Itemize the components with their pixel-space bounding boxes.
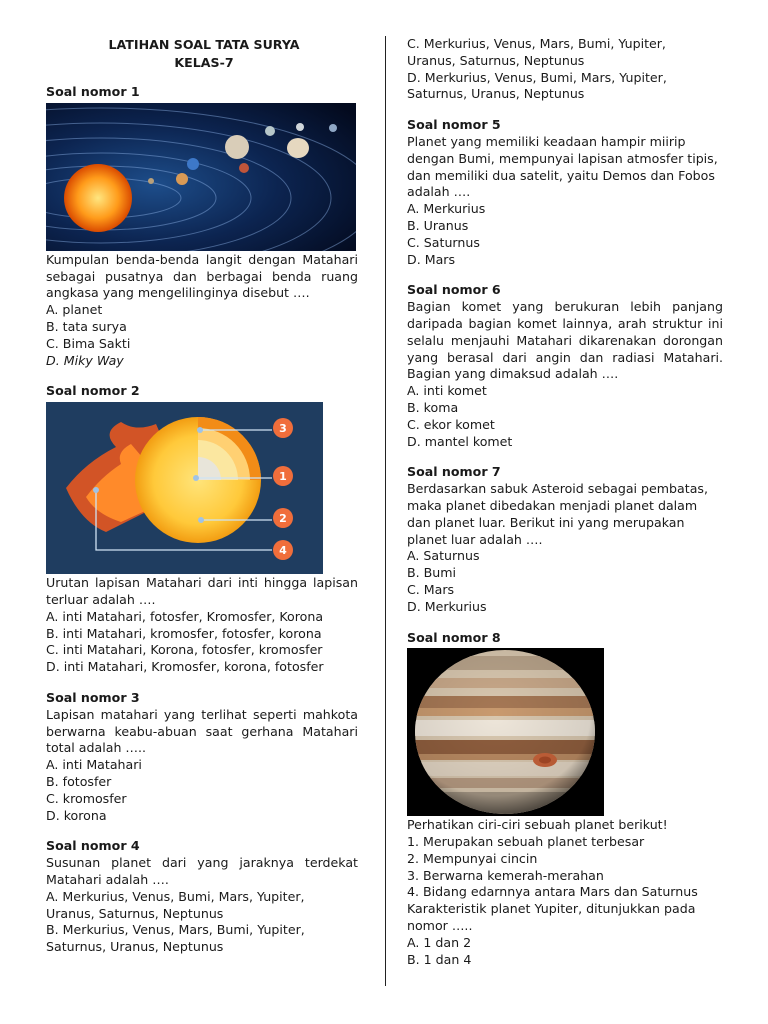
q6-option-b: B. koma [407,399,459,415]
q4-option-b-line2: Saturnus, Uranus, Neptunus [46,939,224,955]
jupiter-image [407,648,604,816]
q5-text: Planet yang memiliki keadaan hampir miirip dengan Bumi, mempunyai lapisan atmosfer tipis, dan memiliki dua satelit, yaitu Demos dan Fobos adalah …. [407,133,718,200]
q4-option-c-line2: Uranus, Saturnus, Neptunus [407,52,585,68]
q1-text: Kumpulan benda-benda langit dengan Matahari sebagai pusatnya dan berbagai benda ruang angkasa yang mengelilinginya disebut …. [46,251,358,301]
q4-option-a-line2: Uranus, Saturnus, Neptunus [46,905,224,921]
layer-label-2: 2 [279,512,287,526]
q5-label: Soal nomor 5 [407,117,501,133]
q5-option-b: B. Uranus [407,217,469,233]
q3-label: Soal nomor 3 [46,689,140,705]
q4-option-c-line1: C. Merkurius, Venus, Mars, Bumi, Yupiter, [407,36,666,51]
q8-item-2: 2. Mempunyai cincin [407,850,538,866]
q1-option-a: A. planet [46,302,103,318]
solar-system-image [46,103,356,251]
column-divider [385,36,386,986]
q2-option-c: C. inti Matahari, Korona, fotosfer, kromosfer [46,642,323,658]
q2-option-a: A. inti Matahari, fotosfer, Kromosfer, Korona [46,608,324,624]
layer-label-4: 4 [279,544,287,558]
q8-intro: Perhatikan ciri-ciri sebuah planet berikut! [407,817,668,833]
sun-layers-diagram [46,402,323,574]
layer-label-1: 1 [279,470,287,484]
q5-option-a: A. Merkurius [407,201,486,217]
q7-option-a: A. Saturnus [407,548,480,564]
q8-item-1: 1. Merupakan sebuah planet terbesar [407,834,645,850]
q3-option-c: C. kromosfer [46,790,127,806]
q3-option-b: B. fotosfer [46,773,112,789]
q1-option-c: C. Bima Sakti [46,335,131,351]
title-line-1: LATIHAN SOAL TATA SURYA [108,37,300,52]
q5-option-d: D. Mars [407,251,456,267]
q3-text: Lapisan matahari yang terlihat seperti mahkota berwarna keabu-abuan saat gerhana Matahari total adalah ….. [46,706,358,756]
q7-option-d: D. Merkurius [407,598,487,614]
q3-option-a: A. inti Matahari [46,757,142,773]
page-title [46,36,362,72]
sun-icon [64,164,132,232]
q4-text: Susunan planet dari yang jaraknya terdekat Matahari adalah …. [46,855,358,887]
q4-option-d-line1: D. Merkurius, Venus, Bumi, Mars, Yupiter, [407,69,667,85]
q2-option-d: D. inti Matahari, Kromosfer, korona, fotosfer [46,659,324,675]
q4-option-a-line1: A. Merkurius, Venus, Bumi, Mars, Yupiter, [46,888,305,904]
q8-question: Karakteristik planet Yupiter, ditunjukkan pada nomor ….. [407,901,696,934]
q6-option-c: C. ekor komet [407,416,495,432]
q6-text: Bagian komet yang berukuran lebih panjang daripada bagian komet lainnya, arah struktur ini selalu menjauhi Matahari dikarenakan dorongan yang berasal dari angin dan radiasi Matahari. Bagian yang dimaksud adalah …. [407,299,723,382]
q7-option-b: B. Bumi [407,565,457,581]
q8-option-a: A. 1 dan 2 [407,934,472,950]
q2-label: Soal nomor 2 [46,383,140,399]
q5-option-c: C. Saturnus [407,234,480,250]
q8-item-3: 3. Berwarna kemerah-merahan [407,867,604,883]
q6-label: Soal nomor 6 [407,282,501,298]
layer-label-3: 3 [279,422,287,436]
right-column [407,36,723,968]
q3-option-d: D. korona [46,807,107,823]
q8-item-4: 4. Bidang edarnnya antara Mars dan Saturnus [407,884,698,900]
q6-option-a: A. inti komet [407,383,487,399]
q4-option-b-line1: B. Merkurius, Venus, Mars, Bumi, Yupiter, [46,922,305,938]
q7-text: Berdasarkan sabuk Asteroid sebagai pembatas, maka planet dibedakan menjadi planet dalam dan planet luar. Berikut ini yang merupakan planet luar adalah …. [407,481,708,547]
q7-label: Soal nomor 7 [407,464,501,480]
q2-option-b: B. inti Matahari, kromosfer, fotosfer, korona [46,625,322,641]
q4-option-d-line2: Saturnus, Uranus, Neptunus [407,86,585,102]
left-column [46,36,358,956]
q7-option-c: C. Mars [407,581,455,597]
title-line-2: KELAS-7 [174,55,234,70]
q1-option-d: D. Miky Way [46,352,124,368]
q8-label: Soal nomor 8 [407,629,501,645]
q2-text: Urutan lapisan Matahari dari inti hingga lapisan terluar adalah …. [46,575,358,607]
q6-option-d: D. mantel komet [407,433,513,449]
q8-option-b: B. 1 dan 4 [407,951,472,967]
q4-label: Soal nomor 4 [46,838,140,854]
q1-label: Soal nomor 1 [46,84,140,99]
q1-option-b: B. tata surya [46,318,127,334]
